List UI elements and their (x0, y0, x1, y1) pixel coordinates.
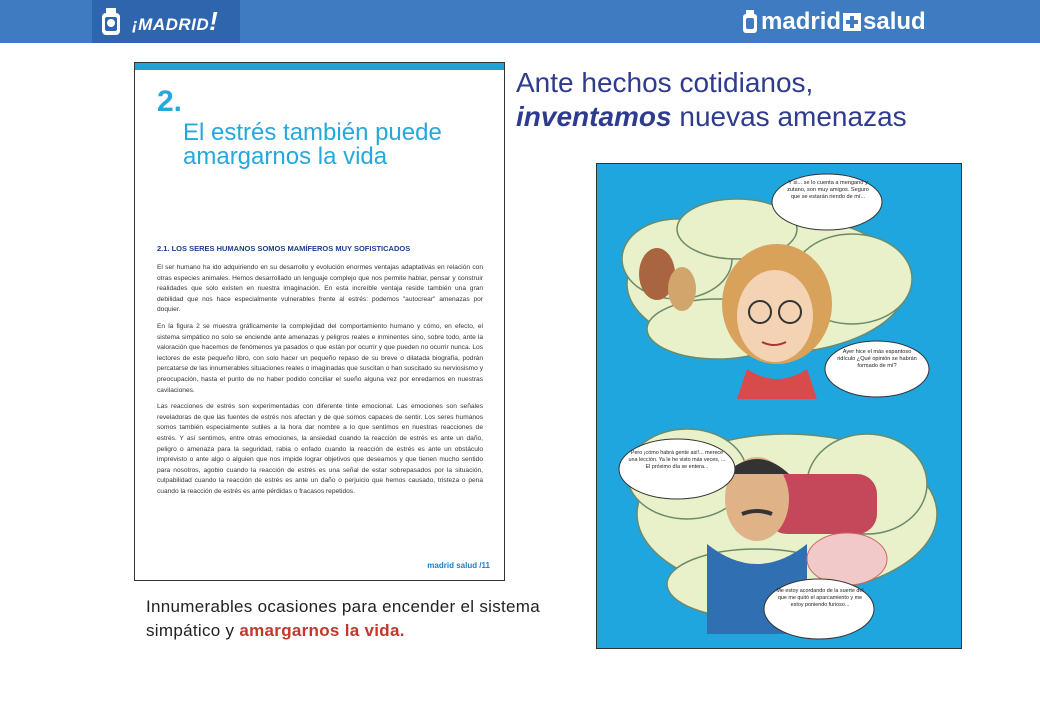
logo-suffix: ! (209, 6, 219, 36)
bubble-2-text: Ayer hice el más espantoso ridículo ¿Qué opinión se habrán formado de mí? (837, 349, 917, 369)
caption-main: Innumerables ocasiones para encender el sistema simpático y (146, 597, 540, 640)
doc-chapter-title: El estrés también puede amargarnos la vida (183, 119, 442, 170)
doc-footer: madrid salud /11 (427, 561, 490, 570)
caption-text (146, 595, 590, 643)
doc-section-title: 2.1. LOS SERES HUMANOS SOMOS MAMÍFEROS MUY SOFISTICADOS (157, 244, 411, 253)
bubble-3-text: Pero ¡cómo habrá gente así!... merece una lección. Ya le he visto más veces, ... El próximo día se entera... (628, 450, 726, 470)
slide-headline (516, 66, 1016, 134)
ayuntamiento-madrid-logo[interactable] (92, 0, 240, 43)
header-bar (0, 0, 1040, 43)
madrid-salud-logo[interactable] (742, 6, 926, 38)
madrid-salud-crest-icon (742, 10, 758, 34)
bubble-1-text: Y si... se lo cuenta a mengano y zutano, son muy amigos. Seguro que se estarán riendo de mí... (787, 180, 869, 200)
headline-line1: Ante hechos cotidianos, (516, 67, 814, 98)
headline-line2: nuevas amenazas (671, 101, 907, 132)
bubble-4-text: Me estoy acordando de la suerte del que me quitó el aparcamiento y me estoy poniendo furioso... (776, 588, 864, 608)
madrid-crest-icon (100, 7, 122, 37)
doc-paragraph: Las reacciones de estrés son experimentadas con diferente tinte emocional. Las emociones son señales reveladoras de que las fuentes de estrés nos afectan y de que somos capaces de sentir. Los seres humanos somos también especialmente sutiles a la hora dar nombre a lo que sentimos en nuestras reacciones de estrés. Y así sentimos, entre otras emociones, la ansiedad cuando la reacción de estrés es ante un daño, peligro o amenaza para la seguridad, rabia o enfado cuando la reacción de estrés es ante un obstáculo imprevisto o ante algo o alguien que nos impide lograr objetivos que deseamos y que tienen mucho sentido para nosotros, agobio cuando la reacción de estrés es una señal de estar sobrepasados por la situación, culpabilidad cuando la reacción de estrés es ante un daño o perjuicio que hemos causado, tristeza o pena cuando la reacción de estrés es ante pérdidas o fracasos repetidos. (157, 403, 483, 495)
doc-body-text (157, 263, 483, 503)
doc-paragraph: El ser humano ha ido adquiriendo en su desarrollo y evolución enormes ventajas adaptativas en relación con otras especies animales. Hemos desarrollado un lenguaje complejo que nos permite hablar, pensar y construir realidades que solo existen en nuestra imaginación. En esta increíble ventaja reside también una gran debilidad que nos hace especialmente vulnerables frente al estrés: podemos "autocrear" amenazas por doquier. (157, 264, 483, 314)
logo-madrid-word: madrid (761, 8, 842, 35)
logo-text: MADRID (138, 15, 210, 34)
doc-top-line (135, 63, 504, 70)
logo-salud-word: salud (863, 8, 926, 35)
logo-prefix: ¡ (132, 15, 139, 34)
caption-accent: amargarnos la vida. (239, 621, 405, 640)
doc-paragraph: En la figura 2 se muestra gráficamente la complejidad del comportamiento humano y cómo, en efecto, el sistema simpático no solo se enciende ante amenazas y peligros reales e inminentes sino, sobre todo, ante la valoración que hacemos de fenómenos ya pasados o que están por ocurrir y que pueden no ocurrir nunca. Los lectores de este pequeño libro, con solo hacer un pequeño repaso de su breve o dilatada biografía, podrán percatarse de las innumerables situaciones reales o imaginadas que suscitan o han suscitado su nerviosismo y preocupación, hasta el punto de no haber podido conciliar el sueño alguna vez por enredarnos en nuestras cavilaciones. (157, 322, 483, 394)
worried-woman-figure (722, 244, 832, 399)
comic-drawing (597, 164, 961, 648)
plus-icon (843, 13, 861, 31)
document-page (134, 62, 505, 581)
headline-emphasis: inventamos (516, 101, 672, 132)
comic-illustration (596, 163, 962, 649)
doc-chapter-number: 2. (157, 85, 183, 118)
